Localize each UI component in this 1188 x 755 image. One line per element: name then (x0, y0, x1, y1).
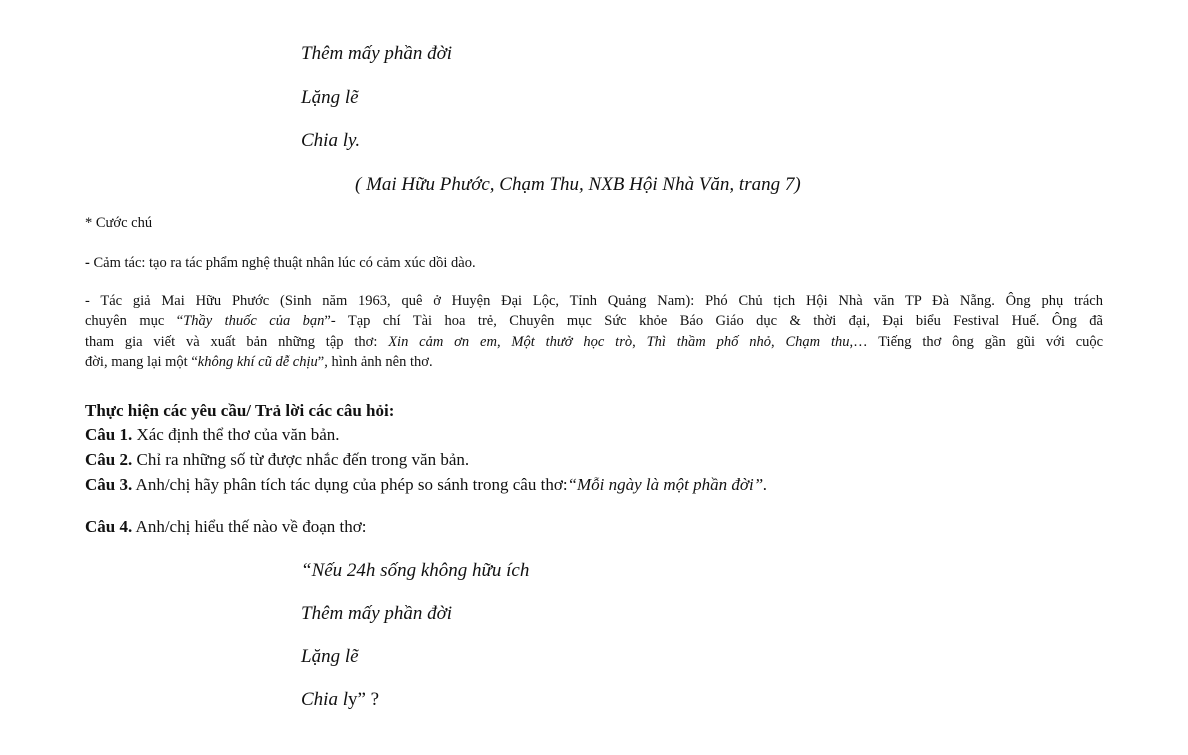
footnote-author-line (85, 311, 1103, 331)
footnote-author (85, 291, 1103, 372)
footnote-cam-tac-text: Cảm tác: tạo ra tác phẩm nghệ thuật nhân lúc có cảm xúc dồi dào. (89, 255, 476, 271)
question-4 (85, 517, 366, 537)
text-run: tham gia viết và xuất bản những tập thơ: (85, 333, 389, 350)
footnote-cam-tac (85, 255, 476, 272)
question-1 (85, 425, 340, 445)
footnote-author-line (85, 352, 1103, 372)
text-run: ,… Tiếng thơ ông gần gũi với cuộc (849, 333, 1104, 350)
poem-line: Thêm mấy phần đời (301, 43, 453, 64)
text-run: ”- Tạp chí Tài hoa trẻ, Chuyên mục Sức khỏe Báo Giáo dục & thời đại, Đại biểu Festival Huế. Ông đã (324, 313, 1103, 330)
book-title: Chạm thu (785, 333, 850, 350)
separator: , (770, 333, 786, 350)
column-name: Thầy thuốc của bạn (183, 313, 325, 330)
poem-line: Chia ly. (301, 130, 361, 151)
excerpt-line: Lặng lẽ (301, 646, 359, 667)
question-3 (85, 475, 767, 495)
question-label: Câu 3. (85, 475, 133, 494)
text-run: ”, hình ảnh nên thơ. (317, 353, 433, 370)
poem-source-citation: ( Mai Hữu Phước, Chạm Thu, NXB Hội Nhà Văn, trang 7) (355, 174, 801, 195)
question-text: Chỉ ra những số từ được nhắc đến trong văn bản. (132, 450, 470, 469)
question-text: Anh/chị hãy phân tích tác dụng của phép so sánh trong câu thơ: (132, 475, 568, 494)
footnote-author-line (85, 332, 1103, 352)
separator: , (632, 333, 647, 350)
excerpt-line: Thêm mấy phần đời (301, 603, 453, 624)
footnote-dash: - (85, 255, 90, 271)
quoted-phrase: không khí cũ dễ chịu (197, 353, 318, 370)
book-title: Một thưở học trò (511, 333, 633, 350)
footnote-author-line: - Tác giả Mai Hữu Phước (Sinh năm 1963, quê ở Huyện Đại Lộc, Tỉnh Quảng Nam): Phó Chủ tịch Hội Nhà văn TP Đà Nẵng. Ông phụ trách (85, 293, 1103, 309)
book-title: Thì thầm phố nhỏ (646, 333, 771, 350)
question-label: Câu 4. (85, 517, 133, 536)
excerpt-line (301, 689, 379, 711)
book-title: Xin cảm ơn em (388, 333, 497, 350)
question-text: Anh/chị hiểu thế nào về đoạn thơ: (132, 517, 367, 536)
excerpt-rest: y” ? (347, 689, 380, 710)
question-2 (85, 450, 469, 470)
question-text: Xác định thể thơ của văn bản. (132, 425, 340, 444)
excerpt-italic: Chia l (301, 689, 348, 710)
question-label: Câu 2. (85, 450, 133, 469)
text-run: chuyên mục “ (85, 313, 184, 330)
question-quote: “Mỗi ngày là một phần đời”. (567, 475, 768, 494)
footnote-title: * Cước chú (85, 215, 153, 231)
poem-line: Lặng lẽ (301, 87, 359, 108)
separator: , (496, 333, 512, 350)
question-label: Câu 1. (85, 425, 133, 444)
text-run: đời, mang lại một “ (85, 353, 198, 370)
questions-heading: Thực hiện các yêu cầu/ Trả lời các câu hỏi: (85, 401, 395, 420)
excerpt-line: “Nếu 24h sống không hữu ích (301, 560, 530, 581)
